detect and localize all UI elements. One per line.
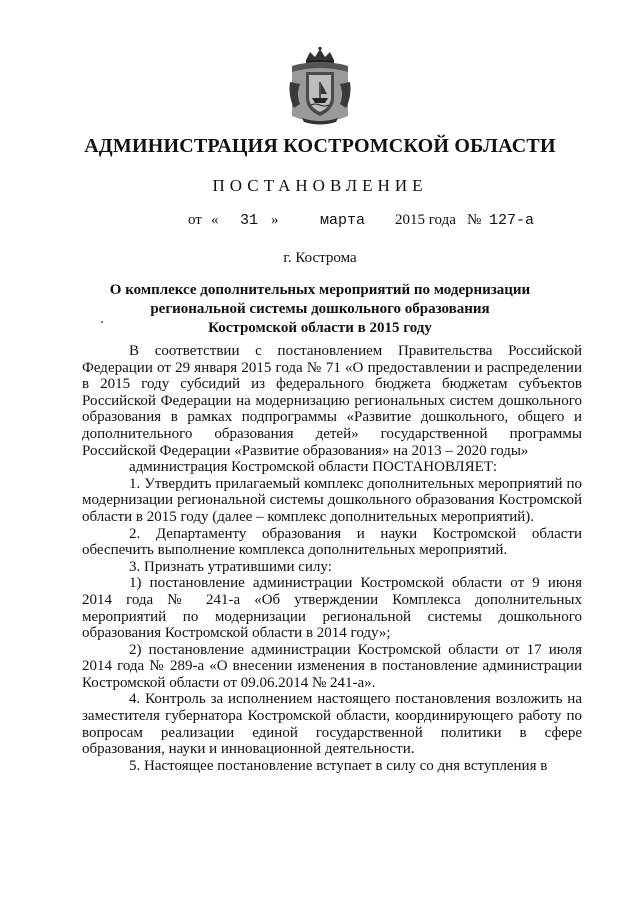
- kostroma-coat-of-arms-icon: [286, 46, 354, 126]
- heading-line: Костромской области в 2015 году: [208, 320, 432, 336]
- preamble-paragraph: В соответствии с постановлением Правительства Российской Федерации от 29 января 2015 года № 71 «О предоставлении и распределении в 2015 году субсидий из федерального бюджета бюджетам субъектов Российской Федерации на модернизацию региональных систем дошкольного образования в рамках подпрограммы «Развитие дошкольного, общего и дополнительного образования детей» государственной программы Российской Федерации «Развитие образования» на 2013 – 2020 годы»: [82, 343, 582, 459]
- date-prefix: от: [188, 212, 202, 228]
- document-body: [82, 343, 582, 774]
- item-paragraph: 4. Контроль за исполнением настоящего постановления возложить на заместителя губернатора Костромской области, координирующего работу по вопросам реализации единой государственной политики в сфере образования, науки и инновационной деятельности.: [82, 691, 582, 758]
- subitem-paragraph: 1) постановление администрации Костромской области от 9 июня 2014 года № 241-а «Об утверждении Комплекса дополнительных мероприятий по модернизации региональной системы дошкольного образования Костромской области в 2014 году»;: [82, 575, 582, 642]
- item-paragraph: 2. Департаменту образования и науки Костромской области обеспечить выполнение комплекса дополнительных мероприятий.: [82, 525, 582, 559]
- document-city: г. Кострома: [283, 250, 357, 266]
- date-open-quote: «: [211, 212, 219, 228]
- margin-mark: [101, 321, 103, 323]
- resolves-paragraph: администрация Костромской области ПОСТАНОВЛЯЕТ:: [129, 459, 498, 476]
- document-number: 127-а: [489, 212, 535, 229]
- document-type: ПОСТАНОВЛЕНИЕ: [212, 176, 428, 195]
- document-dateline: [0, 212, 640, 232]
- document-number-sign: №: [467, 212, 482, 228]
- date-month: марта: [320, 212, 366, 229]
- subitem-paragraph: 2) постановление администрации Костромской области от 17 июля 2014 года № 289-а «О внесении изменения в постановление администрации Костромской области от 09.06.2014 № 241-а».: [82, 641, 582, 691]
- organization-title: АДМИНИСТРАЦИЯ КОСТРОМСКОЙ ОБЛАСТИ: [84, 135, 556, 157]
- date-day: 31: [240, 212, 259, 229]
- heading-line: региональной системы дошкольного образования: [150, 301, 490, 317]
- document-heading: [100, 281, 540, 338]
- item-paragraph: 1. Утвердить прилагаемый комплекс дополнительных мероприятий по модернизации региональной системы дошкольного образования Костромской области в 2015 году (далее – комплекс дополнительных мероприятий).: [82, 475, 582, 525]
- item-paragraph: 3. Признать утратившими силу:: [129, 558, 332, 575]
- item-paragraph: 5. Настоящее постановление вступает в силу со дня вступления в: [129, 757, 548, 774]
- heading-line: О комплексе дополнительных мероприятий по модернизации: [109, 282, 531, 298]
- date-close-quote: »: [271, 212, 279, 228]
- date-year: 2015 года: [395, 212, 456, 228]
